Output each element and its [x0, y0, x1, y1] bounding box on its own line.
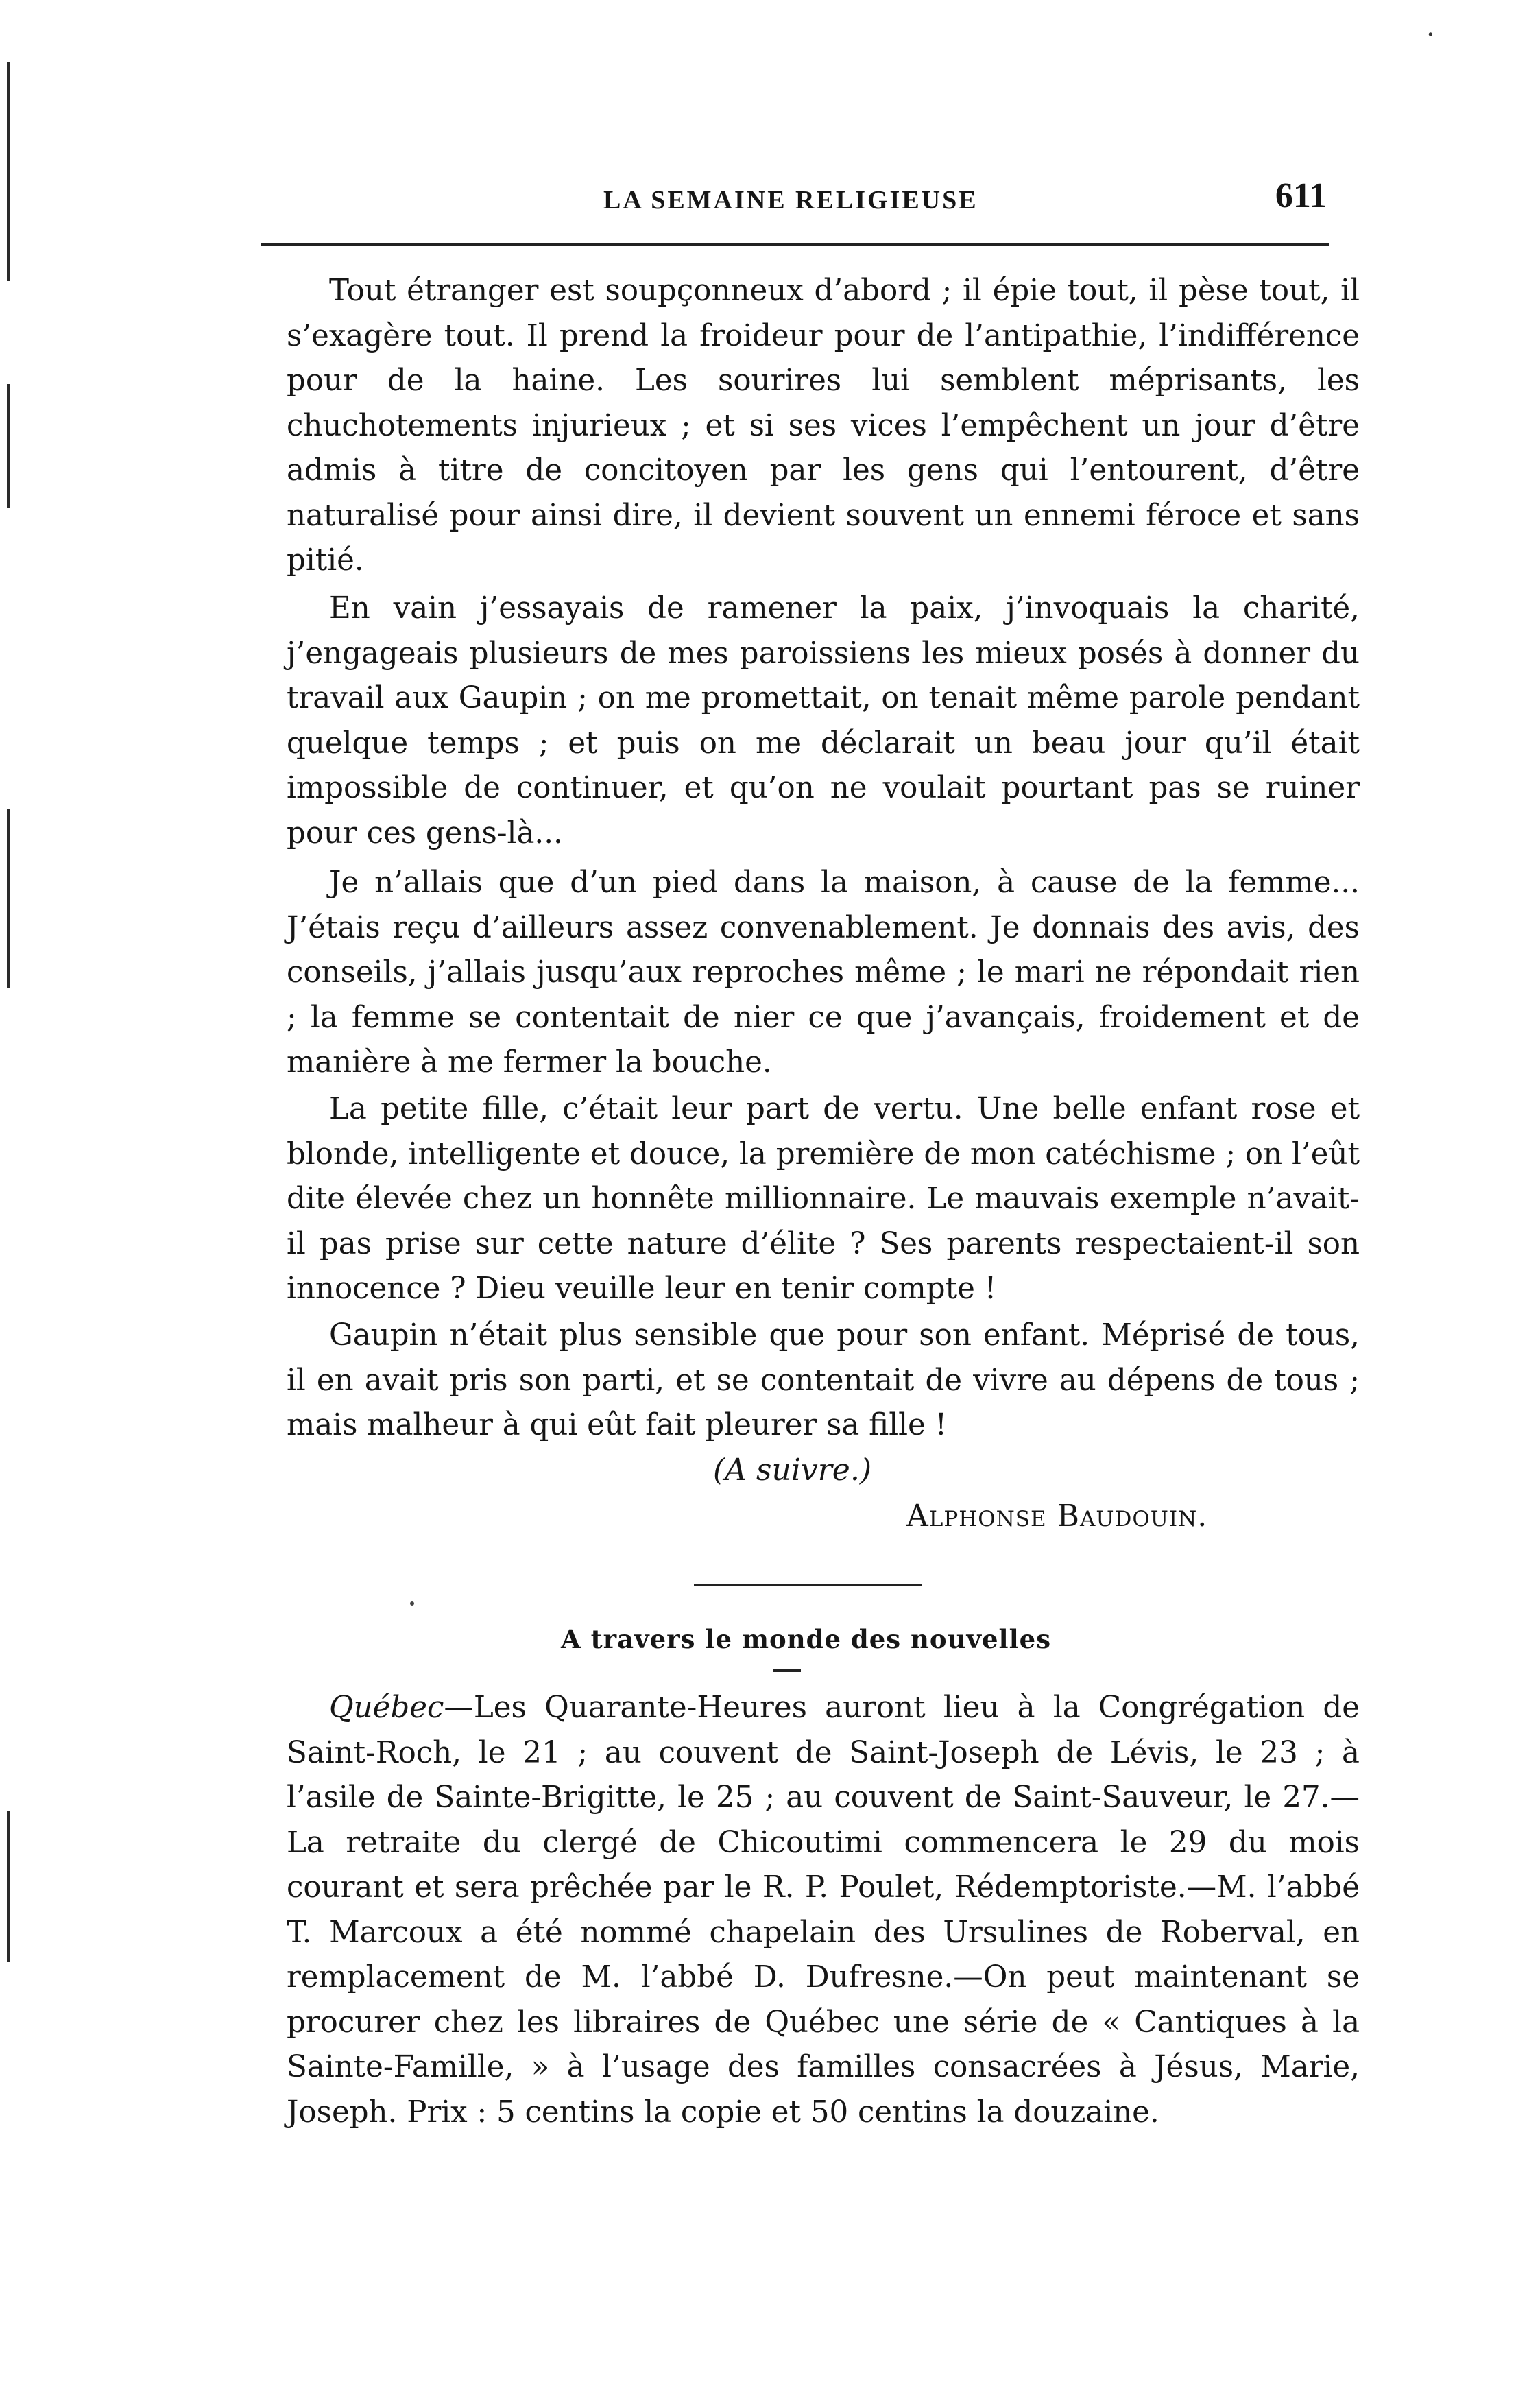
- header-rule: [261, 243, 1329, 246]
- paragraph-text: Tout étranger est soupçonneux d’abord ; il épie tout, il pèse tout, il s’exagère tout. Il prend la froideur pour de l’antipathie, l’indifférence pour de la haine. Les sourires lui semblent méprisants, les chuchotements injurieux ; et si ses vices l’empêchent un jour d’être admis à titre de concitoyen par les gens qui l’entourent, d’être naturalisé pour ainsi dire, il devient souvent un ennemi féroce et sans pitié.: [287, 274, 1360, 577]
- binding-edge-artifact: [7, 1811, 10, 1962]
- paragraph: [287, 1087, 1360, 1312]
- news-place: Québec: [329, 1691, 444, 1725]
- continuation-note: (A suivre.): [713, 1453, 871, 1488]
- paragraph: [287, 1313, 1360, 1449]
- title-ornament-dash: [773, 1669, 801, 1672]
- author-signature: Alphonse Baudouin.: [906, 1499, 1208, 1534]
- paragraph: [287, 586, 1360, 856]
- binding-edge-artifact: [7, 62, 10, 281]
- paragraph-text: Gaupin n’était plus sensible que pour son enfant. Méprisé de tous, il en avait pris son parti, et se contentait de vivre au dépens de tous ; mais malheur à qui eût fait pleurer sa fille !: [287, 1318, 1360, 1442]
- news-body: —Les Quarante-Heures auront lieu à la Congrégation de Saint-Roch, le 21 ; au couvent de Saint-Joseph de Lévis, le 23 ; à l’asile de Sainte-Brigitte, le 25 ; au couvent de Saint-Sauveur, le 27.—La retraite du clergé de Chicoutimi commencera le 29 du mois courant et sera prêchée par le R. P. Poulet, Rédemptoriste.—M. l’abbé T. Marcoux a été nommé chapelain des Ursulines de Roberval, en remplacement de M. l’abbé D. Dufresne.—On peut maintenant se procurer chez les libraires de Québec une série de « Cantiques à la Sainte-Famille, » à l’usage des familles consacrées à Jésus, Marie, Joseph. Prix : 5 centins la copie et 50 centins la douzaine.: [287, 1691, 1360, 2130]
- binding-edge-artifact: [7, 384, 10, 508]
- paragraph: [287, 269, 1360, 584]
- paragraph: [287, 861, 1360, 1086]
- page-number: 611: [1275, 176, 1327, 215]
- binding-edge-artifact: [7, 809, 10, 988]
- running-head: [288, 176, 1327, 228]
- news-paragraph: [287, 1686, 1360, 2135]
- paragraph-text: En vain j’essayais de ramener la paix, j’invoquais la charité, j’engageais plusieurs de mes paroissiens les mieux posés à donner du travail aux Gaupin ; on me promettait, on tenait même parole pendant quelque temps ; et puis on me déclarait un beau jour qu’il était impossible de continuer, et qu’on ne voulait pourtant pas se ruiner pour ces gens-là...: [287, 591, 1360, 850]
- running-title: LA SEMAINE RELIGIEUSE: [603, 186, 978, 215]
- paragraph-text: Je n’allais que d’un pied dans la maison, à cause de la femme... J’étais reçu d’ailleurs assez convenablement. Je donnais des avis, des conseils, j’allais jusqu’aux reproches même ; le mari ne répondait rien ; la femme se contentait de nier ce que j’avançais, froidement et de manière à me fermer la bouche.: [287, 866, 1360, 1080]
- scan-speck: ·: [1426, 19, 1435, 51]
- news-section-title: A travers le monde des nouvelles: [561, 1624, 1052, 1654]
- scan-speck: [410, 1601, 414, 1606]
- paragraph-text: La petite fille, c’était leur part de vertu. Une belle enfant rose et blonde, intelligente et douce, la première de mon catéchisme ; on l’eût dite élevée chez un honnête millionnaire. Le mauvais exemple n’avait-il pas prise sur cette nature d’élite ? Ses parents respectaient-il son innocence ? Dieu veuille leur en tenir compte !: [287, 1092, 1360, 1306]
- news-text: [287, 1686, 1360, 2135]
- section-divider: [694, 1584, 922, 1586]
